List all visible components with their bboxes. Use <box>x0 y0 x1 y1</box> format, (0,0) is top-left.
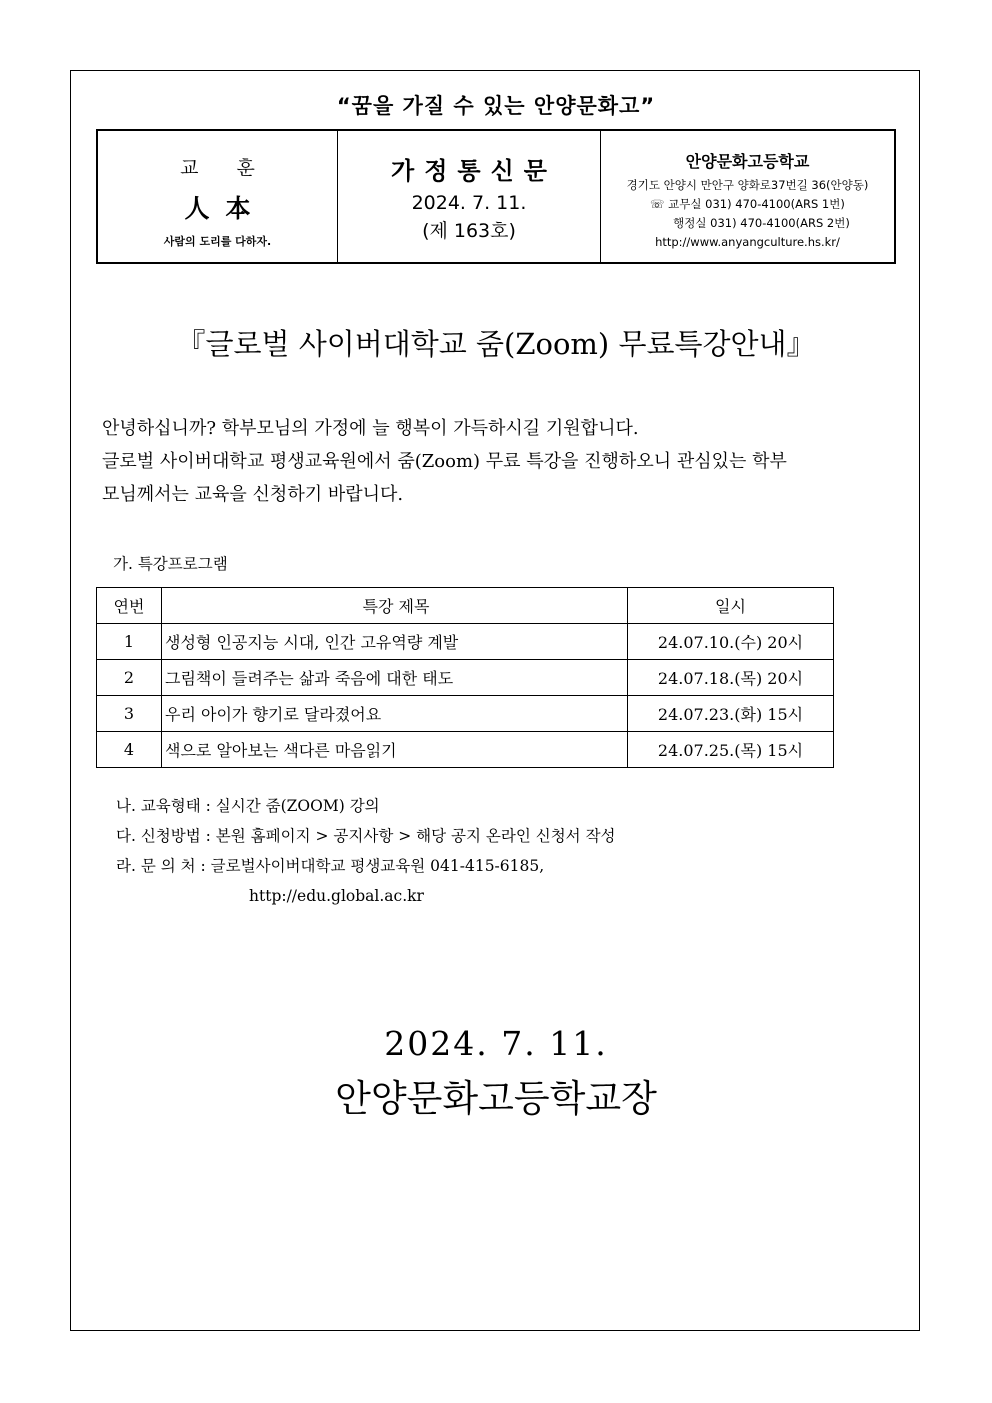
row-title: 그림책이 들려주는 삶과 죽음에 대한 태도 <box>162 660 628 696</box>
school-motto-label: 교 훈 <box>180 157 271 179</box>
school-motto-desc: 사람의 도리를 다하자. <box>163 235 272 248</box>
school-motto-cell <box>98 131 338 262</box>
row-no: 1 <box>97 624 162 660</box>
body-line: 모님께서는 교육을 신청하기 바랍니다. <box>102 484 404 505</box>
table-row <box>97 696 834 732</box>
school-motto: 人本 <box>184 194 267 223</box>
newsletter-header <box>96 129 896 264</box>
school-slogan: “꿈을 가질 수 있는 안양문화고” <box>336 94 656 118</box>
newsletter-title: 가정통신문 <box>391 157 557 185</box>
row-date: 24.07.10.(수) 20시 <box>628 624 834 660</box>
row-date: 24.07.23.(화) 15시 <box>628 696 834 732</box>
program-table <box>96 587 834 768</box>
program-section-label: 가. 특강프로그램 <box>113 555 228 573</box>
footer-date: 2024. 7. 11. <box>384 1024 608 1063</box>
table-row <box>97 732 834 768</box>
row-no: 3 <box>97 696 162 732</box>
row-no: 4 <box>97 732 162 768</box>
row-title: 생성형 인공지능 시대, 인간 고유역량 계발 <box>162 624 628 660</box>
application-method: 다. 신청방법 : 본원 홈페이지 > 공지사항 > 해당 공지 온라인 신청서 작성 <box>116 827 616 845</box>
issue-date: 2024. 7. 11. <box>411 192 527 214</box>
body-line: 안녕하십니까? 학부모님의 가정에 늘 행복이 가득하시길 기원합니다. <box>102 418 639 439</box>
document-title: 『글로벌 사이버대학교 줌(Zoom) 무료특강안내』 <box>176 327 816 361</box>
education-format: 나. 교육형태 : 실시간 줌(ZOOM) 강의 <box>116 797 380 815</box>
body-line: 글로벌 사이버대학교 평생교육원에서 줌(Zoom) 무료 특강을 진행하오니 관심있는 학부 <box>102 451 787 472</box>
table-row <box>97 624 834 660</box>
school-contact-cell <box>601 131 894 262</box>
row-no: 2 <box>97 660 162 696</box>
school-website[interactable]: http://www.anyangculture.hs.kr/ <box>655 235 840 249</box>
table-header-row <box>97 588 834 624</box>
program-info <box>116 791 616 911</box>
row-date: 24.07.18.(목) 20시 <box>628 660 834 696</box>
contact-url-link[interactable]: http://edu.global.ac.kr <box>249 887 424 905</box>
issue-number: (제 163호) <box>422 220 516 242</box>
phone-admin: 행정실 031) 470-4100(ARS 2번) <box>673 216 850 230</box>
school-name: 안양문화고등학교 <box>685 152 810 171</box>
column-header-title: 특강 제목 <box>162 588 628 624</box>
school-address: 경기도 안양시 만안구 양화로37번길 36(안양동) <box>626 178 869 192</box>
column-header-date: 일시 <box>628 588 834 624</box>
newsletter-info-cell <box>338 131 601 262</box>
greeting-paragraph <box>102 412 902 511</box>
column-header-no: 연번 <box>97 588 162 624</box>
contact-info: 라. 문 의 처 : 글로벌사이버대학교 평생교육원 041-415-6185, <box>116 857 545 875</box>
row-title: 색으로 알아보는 색다른 마음읽기 <box>162 732 628 768</box>
principal-signature: 안양문화고등학교장 <box>335 1077 657 1120</box>
table-row <box>97 660 834 696</box>
phone-office: ☏ 교무실 031) 470-4100(ARS 1번) <box>650 197 845 211</box>
row-title: 우리 아이가 향기로 달라졌어요 <box>162 696 628 732</box>
row-date: 24.07.25.(목) 15시 <box>628 732 834 768</box>
